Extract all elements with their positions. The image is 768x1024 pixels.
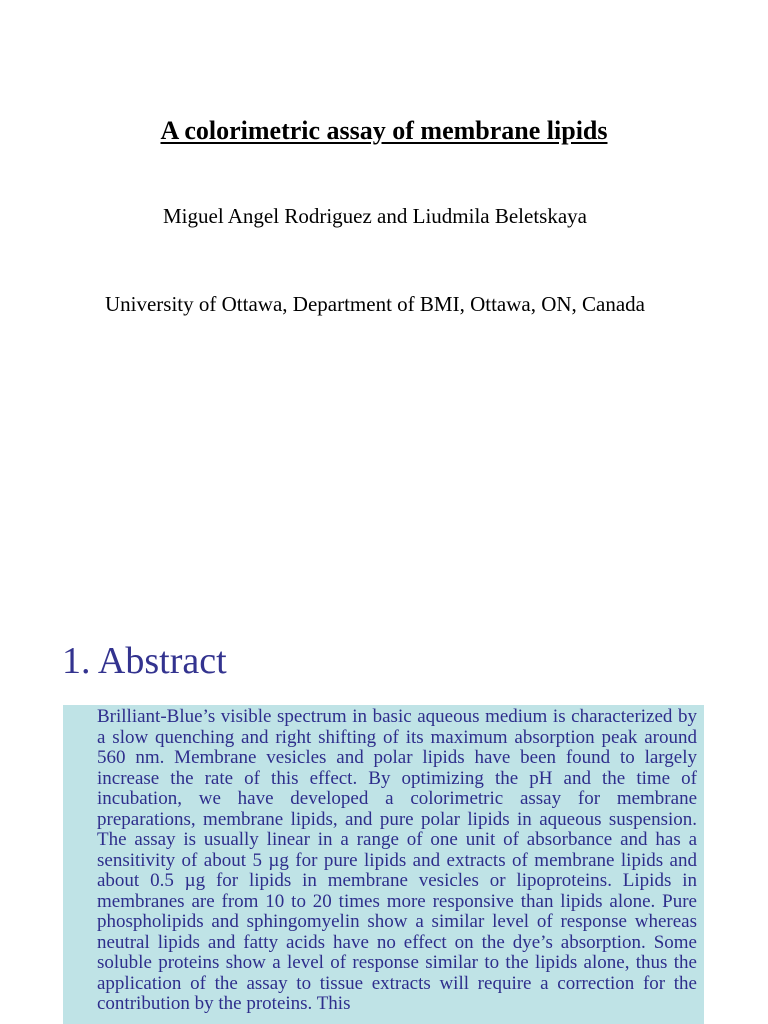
paper-affiliation: University of Ottawa, Department of BMI, Ottawa, ON, Canada	[104, 292, 646, 316]
abstract-heading: 1. Abstract	[62, 640, 227, 682]
abstract-box	[63, 705, 704, 1024]
paper-title: A colorimetric assay of membrane lipids	[160, 116, 608, 145]
paper-authors: Miguel Angel Rodriguez and Liudmila Beletskaya	[163, 204, 587, 228]
abstract-text: Brilliant-Blue’s visible spectrum in basic aqueous medium is characterized by a slow quenching and right shifting of its maximum absorption peak around 560 nm. Membrane vesicles and polar lipids have been found to largely increase the rate of this effect. By optimizing the pH and the time of incubation, we have developed a colorimetric assay for membrane preparations, membrane lipids, and pure polar lipids in aqueous suspension. The assay is usually linear in a range of one unit of absorbance and has a sensitivity of about 5 µg for pure lipids and extracts of membrane lipids and about 0.5 µg for lipids in membrane vesicles or lipoproteins. Lipids in membranes are from 10 to 20 times more responsive than lipids alone. Pure phospholipids and sphingomyelin show a similar level of response whereas neutral lipids and fatty acids have no effect on the dye’s absorption. Some soluble proteins show a level of response similar to the lipids alone, thus the application of the assay to tissue extracts will require a correction for the contribution by the proteins. This	[97, 706, 697, 1014]
